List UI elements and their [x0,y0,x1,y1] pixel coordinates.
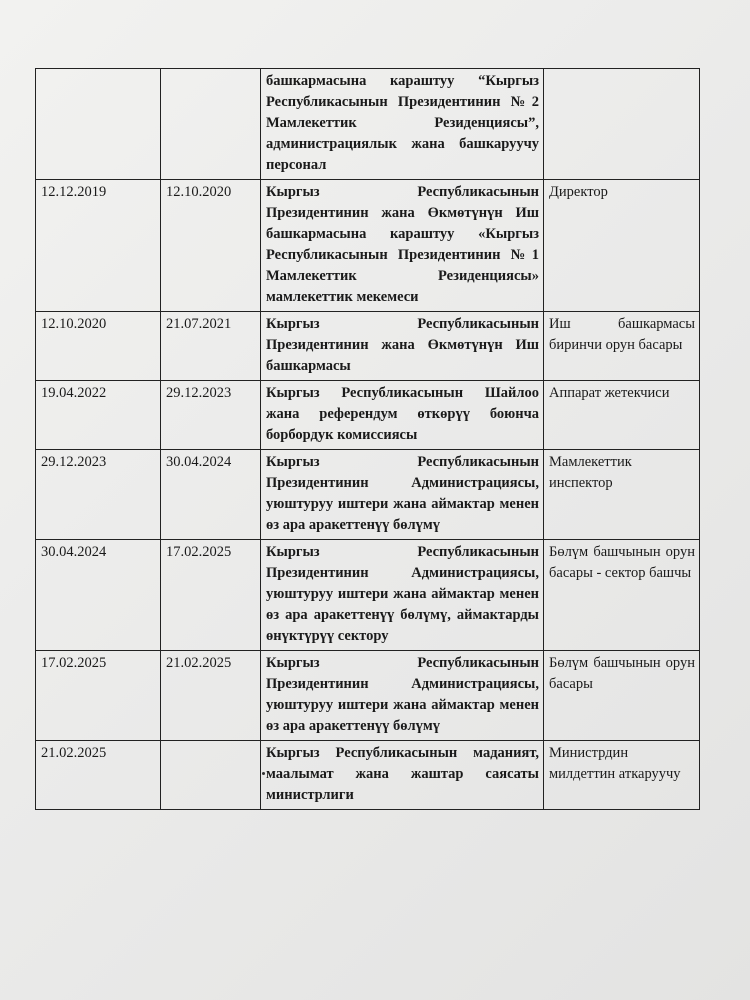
start-date-cell: 19.04.2022 [36,381,161,450]
organization-cell: Кыргыз Республикасынын Президентинин Администрациясы, уюштуруу иштери жана аймактар менен өз ара аракеттенүү бөлүмү [261,450,544,540]
start-date-cell: 12.10.2020 [36,312,161,381]
start-date-cell: 17.02.2025 [36,651,161,741]
position-cell [544,69,700,180]
end-date-cell: 21.02.2025 [161,651,261,741]
table-row [36,312,700,381]
position-cell: Мамлекеттик инспектор [544,450,700,540]
table-row [36,69,700,180]
end-date-cell: 29.12.2023 [161,381,261,450]
start-date-cell: 30.04.2024 [36,540,161,651]
organization-cell: Кыргыз Республикасынын Президентинин Администрациясы, уюштуруу иштери жана аймактар менен өз ара аракеттенүү бөлүмү, аймактарды өнүктүрүү сектору [261,540,544,651]
table-row [36,381,700,450]
position-cell: Аппарат жетекчиси [544,381,700,450]
position-cell: Бөлүм башчынын орун басары - сектор башчы [544,540,700,651]
start-date-cell: 21.02.2025 [36,741,161,810]
organization-cell: Кыргыз Республикасынын Шайлоо жана референдум өткөрүү боюнча борбордук комиссиясы [261,381,544,450]
table-row [36,741,700,810]
end-date-cell: 17.02.2025 [161,540,261,651]
start-date-cell: 29.12.2023 [36,450,161,540]
organization-cell: башкармасына караштуу “Кыргыз Республикасынын Президентинин №2 Мамлекеттик Резиденциясы”, администрациялык жана башкаруучу персонал [261,69,544,180]
end-date-cell: 21.07.2021 [161,312,261,381]
table-row [36,450,700,540]
position-cell: Бөлүм башчынын орун басары [544,651,700,741]
start-date-cell [36,69,161,180]
end-date-cell: 12.10.2020 [161,180,261,312]
organization-cell: Кыргыз Республикасынын Президентинин жана Өкмөтүнүн Иш башкармасы [261,312,544,381]
end-date-cell [161,741,261,810]
end-date-cell [161,69,261,180]
paper-speck [262,772,265,775]
table-row [36,651,700,741]
organization-cell: Кыргыз Республикасынын Президентинин жана Өкмөтүнүн Иш башкармасына караштуу «Кыргыз Республикасынын Президентинин №1 Мамлекеттик Резиденциясы» мамлекеттик мекемеси [261,180,544,312]
position-cell: Иш башкармасы биринчи орун басары [544,312,700,381]
table-row [36,180,700,312]
position-cell: Директор [544,180,700,312]
end-date-cell: 30.04.2024 [161,450,261,540]
organization-cell: Кыргыз Республикасынын маданият, маалымат жана жаштар саясаты министрлиги [261,741,544,810]
position-cell: Министрдин милдеттин аткаруучу [544,741,700,810]
organization-cell: Кыргыз Республикасынын Президентинин Администрациясы, уюштуруу иштери жана аймактар менен өз ара аракеттенүү бөлүмү [261,651,544,741]
employment-history-table [35,68,700,810]
start-date-cell: 12.12.2019 [36,180,161,312]
table-row [36,540,700,651]
